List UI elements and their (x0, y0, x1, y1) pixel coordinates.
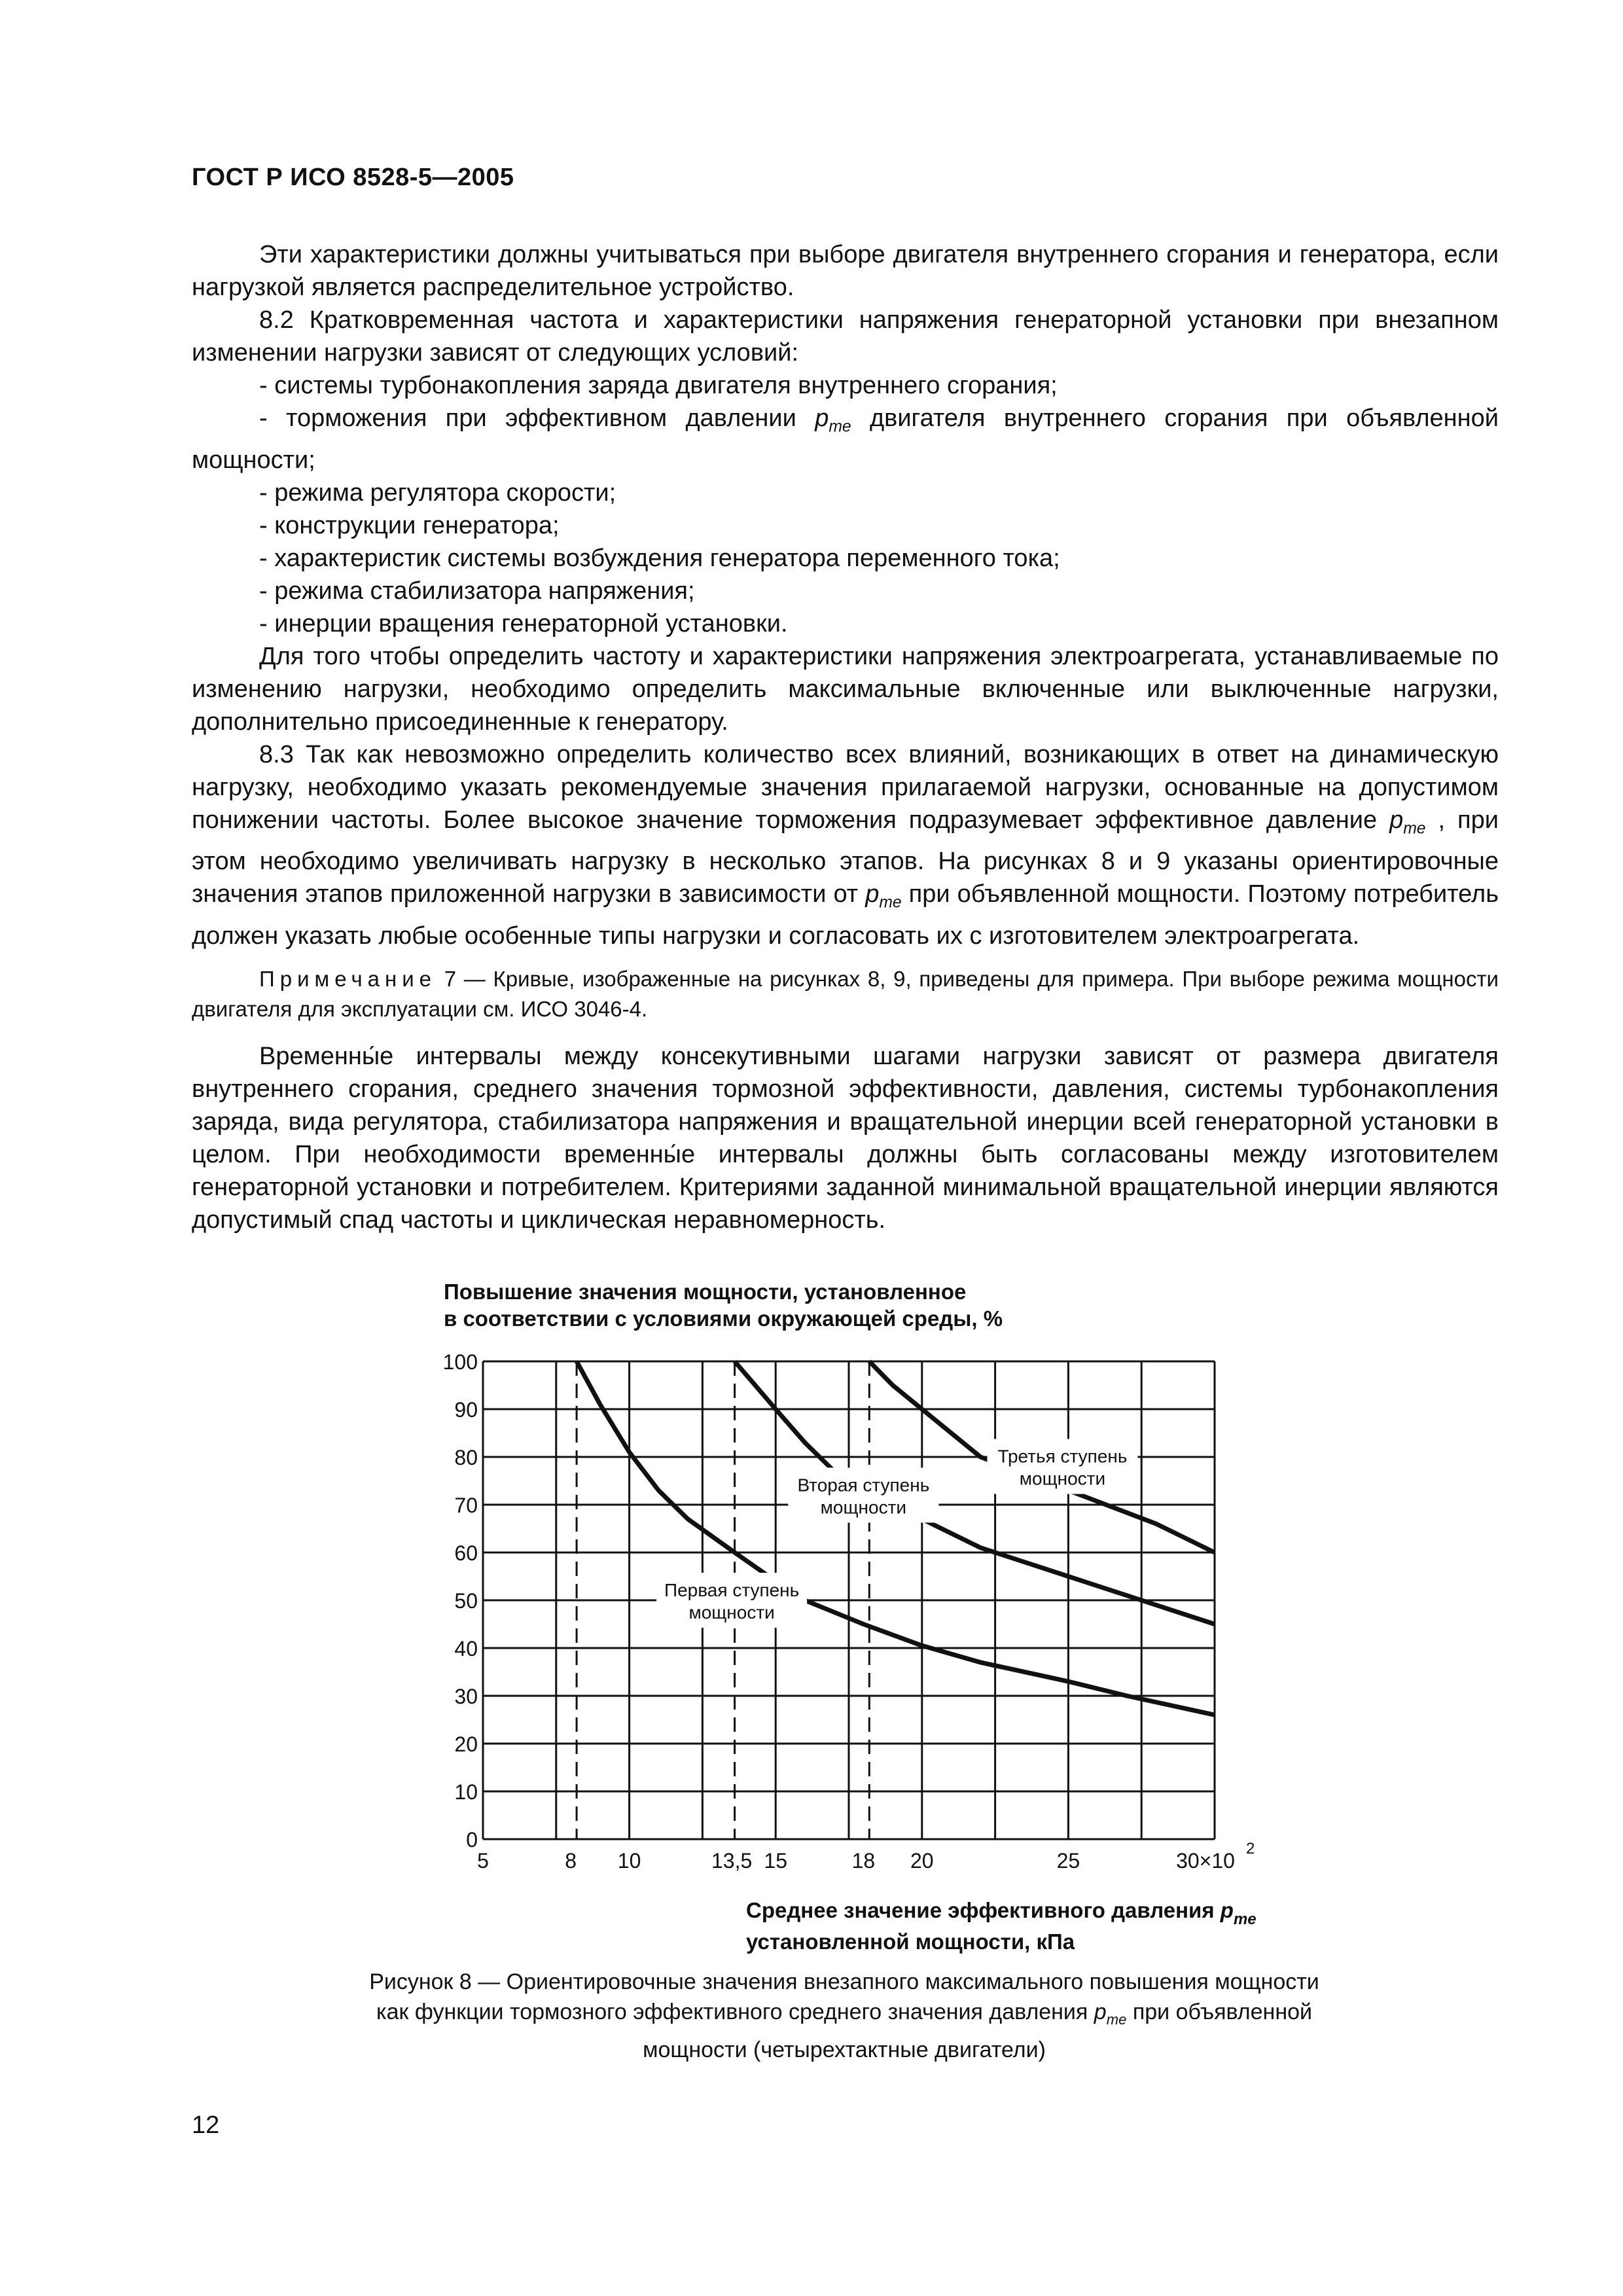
series-label-line-1: Вторая ступень (797, 1475, 930, 1496)
x-tick-label: 10 (617, 1849, 641, 1873)
chart (0, 1263, 1623, 1983)
caption-line-3: мощности (четырехтактные двигатели) (643, 2037, 1046, 2062)
y-tick-label: 60 (454, 1541, 478, 1565)
paragraph: - режима стабилизатора напряжения; (259, 577, 695, 605)
series-curve-1 (577, 1361, 1215, 1715)
x-tick-exponent: 2 (1246, 1840, 1255, 1857)
series-label-line-1: Третья ступень (997, 1446, 1128, 1467)
y-tick-label: 90 (454, 1398, 478, 1422)
paragraph: 8.3 Так как невозможно определить количество всех влияний, возникающих в ответ на динамическую нагрузку, необходимо указать рекомендуемые значения прилагаемой нагрузки, основанные на допустимом понижении частоты. Более высокое значение торможения подразумевает эффективное давление $p_{me}$ , при этом необходимо увеличивать нагрузку в несколько этапов. На рисунках 8 и 9 указаны ориентировочные значения этапов приложенной нагрузки в зависимости от $p_{me}$ при объявленной мощности. Поэтому потребитель должен указать любые особенные типы нагрузки и согласовать их с изготовителем электроагрегата. (192, 740, 1499, 950)
x-tick-label: 30×10 (1176, 1849, 1235, 1873)
paragraph: - конструкции генератора; (259, 511, 560, 539)
document-header: ГОСТ Р ИСО 8528-5—2005 (192, 164, 514, 191)
x-tick-label: 13,5 (711, 1849, 753, 1873)
paragraph: Эти характеристики должны учитываться при выборе двигателя внутреннего сгорания и генератора, если нагрузкой является распределительное устройство. (192, 241, 1499, 301)
y-tick-label: 40 (454, 1637, 478, 1660)
y-tick-label: 0 (466, 1828, 478, 1852)
series-label-line-2: мощности (688, 1602, 775, 1623)
x-tick-label: 18 (851, 1849, 876, 1873)
y-tick-label: 50 (454, 1589, 478, 1613)
y-tick-label: 20 (454, 1732, 478, 1756)
series-label-line-1: Первая ступень (664, 1580, 800, 1600)
x-tick-label: 15 (764, 1849, 787, 1873)
x-tick-label: 20 (910, 1849, 934, 1873)
y-tick-label: 80 (454, 1446, 478, 1469)
x-tick-label: 25 (1056, 1849, 1080, 1873)
figure-caption (262, 1967, 1427, 2065)
figure-8 (0, 1263, 1623, 1983)
paragraph: - режима регулятора скорости; (259, 478, 616, 507)
paragraph: Для того чтобы определить частоту и характеристики напряжения электроагрегата, устанавливаемые по изменению нагрузки, необходимо определить максимальные включенные или выключенные нагрузки, дополнительно присоединенные к генератору. (192, 642, 1499, 736)
caption-line-2: как функции тормозного эффективного среднего значения давления $p_{me}$ при объявленной (376, 2000, 1312, 2028)
y-axis-title-line-1: Повышение значения мощности, установленное (444, 1280, 967, 1304)
paragraph: - характеристик системы возбуждения генератора переменного тока; (259, 544, 1060, 572)
paragraph: 8.2 Кратковременная частота и характеристики напряжения генераторной установки при внезапном изменении нагрузки зависят от следующих условий: (192, 306, 1499, 367)
caption-line-1: Рисунок 8 — Ориентировочные значения внезапного максимального повышения мощности (369, 1969, 1319, 1994)
x-axis-title-line-2: установленной мощности, кПа (746, 1929, 1075, 1954)
note-paragraph: Примечание 7 — Кривые, изображенные на рисунках 8, 9, приведены для примера. При выборе режима мощности двигателя для эксплуатации см. ИСО 3046-4. (192, 966, 1499, 1021)
page-number: 12 (192, 2111, 220, 2139)
x-axis-title-line-1: Среднее значение эффективного давления $p_{me}$ (746, 1898, 1257, 1928)
x-tick-label: 5 (477, 1849, 489, 1873)
y-axis-title-line-2: в соответствии с условиями окружающей среды, % (444, 1306, 1003, 1331)
paragraph: Временны́е интервалы между консекутивными шагами нагрузки зависят от размера двигателя внутреннего сгорания, среднего значения тормозной эффективности, давления, системы турбонакопления заряда, вида регулятора, стабилизатора напряжения и вращательной инерции всей генераторной установки в целом. При необходимости временны́е интервалы должны быть согласованы между изготовителем генераторной установки и потребителем. Критериями заданной минимальной вращательной инерции являются допустимый спад частоты и циклическая неравномерность. (192, 1042, 1499, 1234)
series-label-line-2: мощности (820, 1497, 907, 1518)
y-tick-label: 10 (454, 1780, 478, 1804)
y-tick-label: 100 (442, 1350, 478, 1374)
y-tick-label: 70 (454, 1494, 478, 1517)
series-label-line-2: мощности (1019, 1468, 1106, 1489)
x-tick-label: 8 (565, 1849, 577, 1873)
body-text (192, 238, 1499, 1236)
paragraph: - торможения при эффективном давлении $p_{me}$ двигателя внутреннего сгорания при объявленной мощности; (192, 404, 1499, 474)
y-tick-label: 30 (454, 1685, 478, 1708)
paragraph: - инерции вращения генераторной установки. (259, 609, 788, 637)
paragraph: - системы турбонакопления заряда двигателя внутреннего сгорания; (259, 372, 1058, 399)
